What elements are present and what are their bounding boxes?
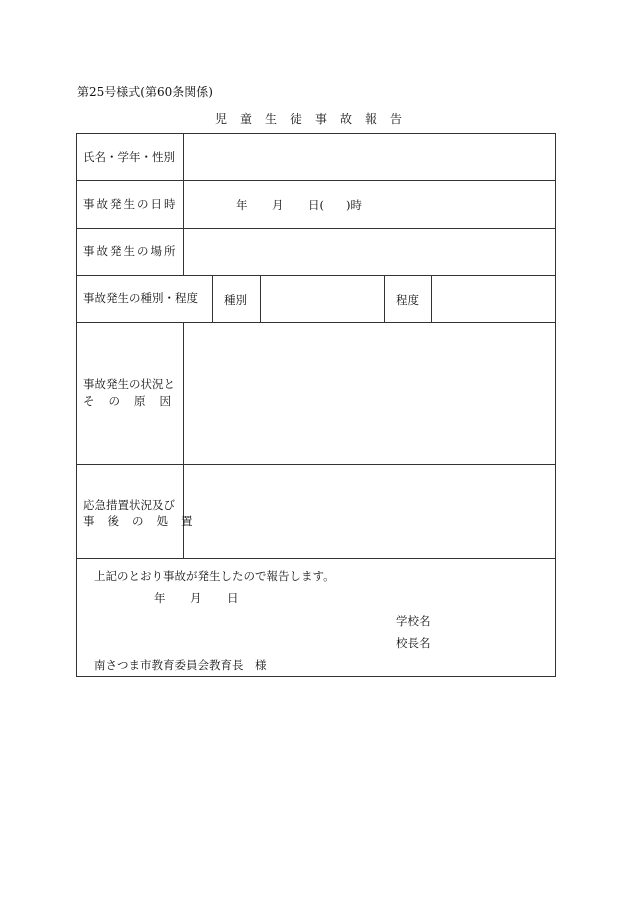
- column-divider: [384, 275, 385, 322]
- type-kind-field[interactable]: [262, 277, 382, 321]
- label-column-divider: [183, 133, 184, 275]
- degree-field[interactable]: [433, 277, 554, 321]
- datetime-hour-unit: )時: [346, 198, 362, 212]
- emergency-measures-label-line1: 応急措置状況及び: [83, 498, 175, 512]
- report-statement: 上記のとおり事故が発生したので報告します。: [94, 569, 335, 583]
- name-grade-gender-field[interactable]: [185, 135, 554, 179]
- datetime-year-unit: 年: [236, 198, 248, 212]
- datetime-month-unit: 月: [272, 198, 284, 212]
- report-date-month: 月: [190, 591, 202, 605]
- name-grade-gender-label: 氏名・学年・性別: [83, 150, 175, 164]
- accident-type-degree-label: 事故発生の種別・程度: [83, 291, 198, 305]
- accident-place-field[interactable]: [185, 230, 554, 274]
- school-name-label: 学校名: [396, 614, 431, 628]
- emergency-measures-label-line2: 事後の処置: [83, 514, 206, 528]
- row-divider: [76, 228, 556, 229]
- situation-cause-label-line2: その原因: [83, 394, 185, 408]
- situation-cause-label-line1: 事故発生の状況と: [83, 377, 175, 391]
- column-divider: [212, 275, 213, 322]
- report-date-day: 日: [227, 591, 239, 605]
- row-divider: [76, 322, 556, 323]
- row-divider: [76, 180, 556, 181]
- row-divider: [76, 464, 556, 465]
- column-divider: [260, 275, 261, 322]
- accident-place-label: 事故発生の場所: [83, 244, 178, 258]
- report-date-year: 年: [154, 591, 166, 605]
- row-divider: [76, 558, 556, 559]
- column-divider: [431, 275, 432, 322]
- degree-label: 程度: [396, 293, 419, 307]
- principal-name-label: 校長名: [396, 636, 431, 650]
- row-divider: [76, 275, 556, 276]
- situation-cause-field[interactable]: [185, 324, 554, 462]
- addressee: 南さつま市教育委員会教育長 様: [94, 658, 267, 672]
- form-number: 第25号様式(第60条関係): [77, 85, 213, 99]
- accident-datetime-label: 事故発生の日時: [83, 197, 178, 211]
- document-title: 児童生徒事故報告: [214, 112, 415, 126]
- type-kind-label: 種別: [224, 293, 247, 307]
- datetime-day-unit: 日(: [308, 198, 324, 212]
- emergency-measures-field[interactable]: [185, 466, 554, 556]
